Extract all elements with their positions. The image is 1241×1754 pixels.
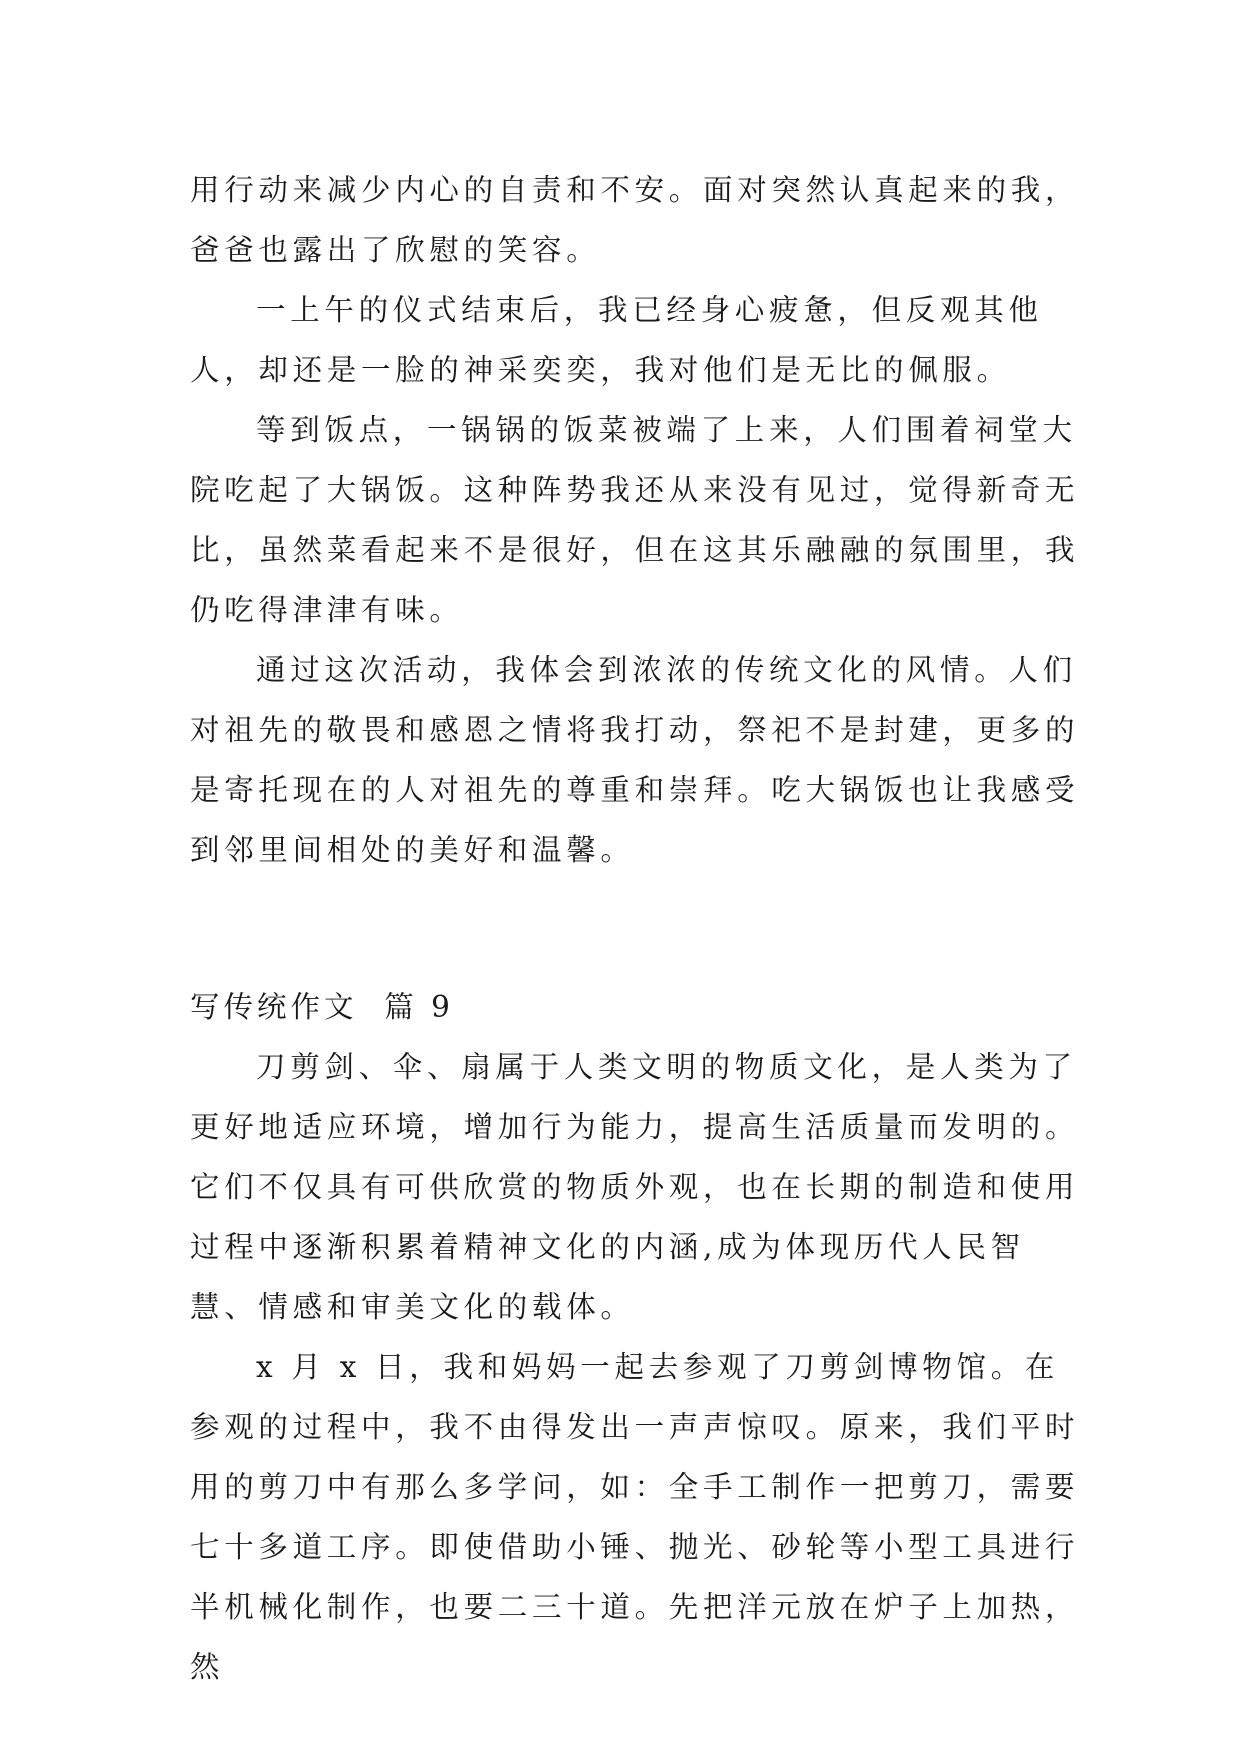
paragraph-material-culture: 刀剪剑、伞、扇属于人类文明的物质文化，是人类为了更好地适应环境，增加行为能力，提高生活质量而发明的。它们不仅具有可供欣赏的物质外观，也在长期的制造和使用过程中逐渐积累着精神文化的内涵,成为体现历代人民智慧、情感和审美文化的载体。	[190, 1050, 1080, 1324]
section-heading: 写传统作文 篇 9	[190, 990, 454, 1024]
paragraph-meal: 等到饭点，一锅锅的饭菜被端了上来，人们围着祠堂大院吃起了大锅饭。这种阵势我还从来没有见过，觉得新奇无比，虽然菜看起来不是很好，但在这其乐融融的氛围里，我仍吃得津津有味。	[190, 413, 1080, 627]
paragraph-ceremony: 一上午的仪式结束后，我已经身心疲惫，但反观其他人，却还是一脸的神采奕奕，我对他们是无比的佩服。	[190, 293, 1043, 387]
paragraph-museum-visit: x 月 x 日，我和妈妈一起去参观了刀剪剑博物馆。在参观的过程中，我不由得发出一声声惊叹。原来，我们平时用的剪刀中有那么多学问，如：全手工制作一把剪刀，需要七十多道工序。即使借助小锤、抛光、砂轮等小型工具进行半机械化制作，也要二三十道。先把洋元放在炉子上加热，然	[190, 1350, 1080, 1684]
paragraph-continued: 用行动来减少内心的自责和不安。面对突然认真起来的我，爸爸也露出了欣慰的笑容。	[190, 173, 1080, 267]
document-body	[190, 160, 1080, 1697]
paragraph-reflection: 通过这次活动，我体会到浓浓的传统文化的风情。人们对祖先的敬畏和感恩之情将我打动，祭祀不是封建，更多的是寄托现在的人对祖先的尊重和崇拜。吃大锅饭也让我感受到邻里间相处的美好和温馨。	[190, 653, 1080, 867]
